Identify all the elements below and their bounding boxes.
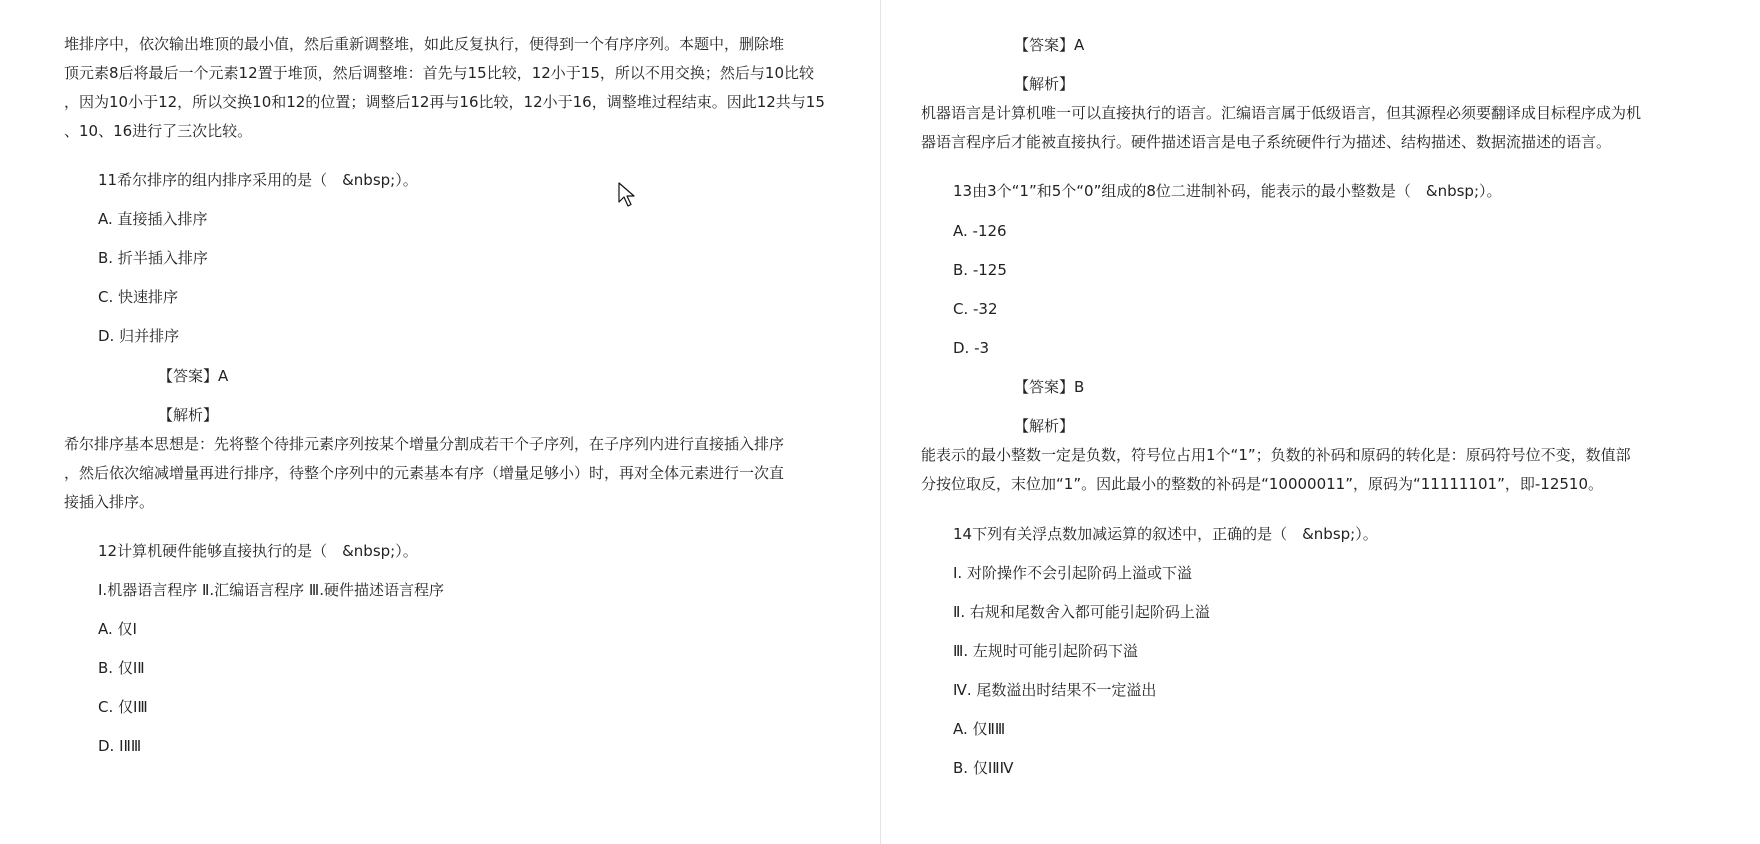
q12-analysis-line-1: 机器语言是计算机唯一可以直接执行的语言。汇编语言属于低级语言，但其源程必须要翻译成目标程序成为机 (921, 104, 1642, 122)
q13-analysis-line-2: 分按位取反，末位加“1”。因此最小的整数的补码是“10000011”，原码为“11111101”，即-12510。 (921, 475, 1603, 493)
q14-option-b: B. 仅ⅠⅡⅣ (953, 759, 1014, 777)
q13-answer: 【答案】B (1014, 378, 1085, 396)
q13-analysis-line-1: 能表示的最小整数一定是负数，符号位占用1个“1”；负数的补码和原码的转化是：原码符号位不变，数值部 (921, 446, 1631, 464)
q13-option-a: A. -126 (953, 222, 1007, 240)
q12-option-a: A. 仅Ⅰ (98, 620, 137, 638)
intro-line-4: 、10、16进行了三次比较。 (64, 122, 253, 140)
q11-analysis-line-1: 希尔排序基本思想是：先将整个待排元素序列按某个增量分割成若干个子序列，在子序列内进行直接插入排序 (64, 435, 785, 453)
q13-stem: 13由3个“1”和5个“0”组成的8位二进制补码，能表示的最小整数是（ &nbsp;）。 (953, 182, 1502, 200)
q11-option-b: B. 折半插入排序 (98, 249, 208, 267)
q12-analysis-label: 【解析】 (1014, 75, 1075, 93)
intro-line-3: ，因为10小于12，所以交换10和12的位置；调整后12再与16比较，12小于16，调整堆过程结束。因此12共与15 (64, 93, 825, 111)
q13-option-d: D. -3 (953, 339, 990, 357)
q12-option-b: B. 仅ⅠⅡ (98, 659, 145, 677)
q14-stem: 14下列有关浮点数加减运算的叙述中，正确的是（ &nbsp;）。 (953, 525, 1378, 543)
q14-statement-3: Ⅲ. 左规时可能引起阶码下溢 (953, 642, 1138, 660)
q12-answer: 【答案】A (1014, 36, 1085, 54)
q12-stem: 12计算机硬件能够直接执行的是（ &nbsp;）。 (98, 542, 418, 560)
q14-statement-4: Ⅳ. 尾数溢出时结果不一定溢出 (953, 681, 1157, 699)
q12-items: Ⅰ.机器语言程序 Ⅱ.汇编语言程序 Ⅲ.硬件描述语言程序 (98, 581, 444, 599)
q12-option-d: D. ⅠⅡⅢ (98, 737, 142, 755)
q11-analysis-line-2: ，然后依次缩减增量再进行排序，待整个序列中的元素基本有序（增量足够小）时，再对全体元素进行一次直 (64, 464, 785, 482)
q11-stem: 11希尔排序的组内排序采用的是（ &nbsp;）。 (98, 171, 418, 189)
q13-analysis-label: 【解析】 (1014, 417, 1075, 435)
q14-statement-1: Ⅰ. 对阶操作不会引起阶码上溢或下溢 (953, 564, 1192, 582)
q11-option-a: A. 直接插入排序 (98, 210, 208, 228)
q11-analysis-line-3: 接插入排序。 (64, 493, 155, 511)
q11-option-d: D. 归并排序 (98, 327, 180, 345)
document-page-right (881, 0, 1760, 844)
intro-line-2: 顶元素8后将最后一个元素12置于堆顶，然后调整堆：首先与15比较，12小于15，所以不用交换；然后与10比较 (64, 64, 814, 82)
q13-option-c: C. -32 (953, 300, 998, 318)
intro-line-1: 堆排序中，依次输出堆顶的最小值，然后重新调整堆，如此反复执行，便得到一个有序序列。本题中，删除堆 (64, 35, 785, 53)
q11-answer: 【答案】A (158, 367, 229, 385)
q11-option-c: C. 快速排序 (98, 288, 179, 306)
q12-analysis-line-2: 器语言程序后才能被直接执行。硬件描述语言是电子系统硬件行为描述、结构描述、数据流描述的语言。 (921, 133, 1612, 151)
mouse-pointer-icon (618, 182, 636, 208)
q14-option-a: A. 仅ⅡⅢ (953, 720, 1006, 738)
q11-analysis-label: 【解析】 (158, 406, 219, 424)
q14-statement-2: Ⅱ. 右规和尾数舍入都可能引起阶码上溢 (953, 603, 1210, 621)
q13-option-b: B. -125 (953, 261, 1007, 279)
q12-option-c: C. 仅ⅠⅢ (98, 698, 148, 716)
